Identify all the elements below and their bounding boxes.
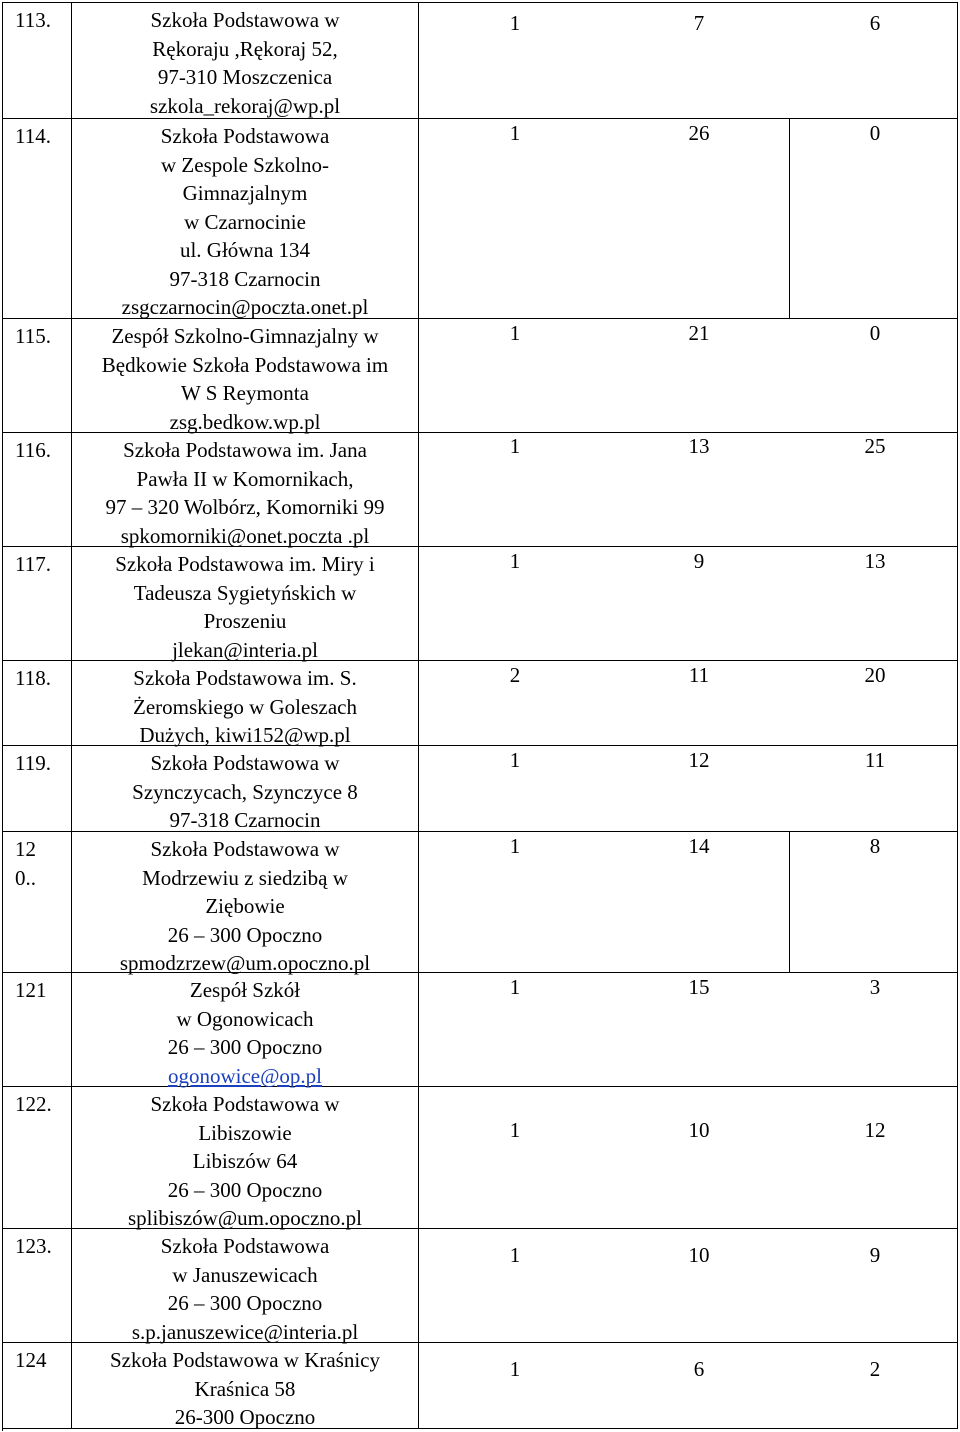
table-row	[3, 433, 958, 547]
school-address-line: w Czarnocinie	[184, 209, 306, 234]
value-2: 6	[693, 1357, 705, 1381]
row-number: 117.	[15, 552, 51, 576]
school-name-cell	[72, 1229, 419, 1343]
row-number: 119.	[15, 751, 51, 775]
value-1: 1	[509, 1357, 521, 1381]
table-row	[3, 1343, 958, 1429]
row-number-cell	[3, 746, 72, 832]
values-cell	[419, 433, 958, 547]
column-divider	[789, 832, 790, 972]
values-cell	[419, 319, 958, 433]
school-address-line: szkola_rekoraj@wp.pl	[149, 93, 341, 118]
table-row	[3, 319, 958, 433]
school-address-line: Szkoła Podstawowa w Kraśnicy	[109, 1348, 381, 1372]
value-1: 1	[509, 434, 521, 458]
values-cell	[419, 661, 958, 746]
school-address-line: splibiszów@um.opoczno.pl	[128, 1206, 362, 1230]
school-address-line: Szynczycach, Szynczyce 8	[132, 779, 358, 804]
values-cell	[419, 832, 958, 973]
school-name-cell	[72, 661, 419, 746]
value-2: 21	[688, 321, 710, 345]
school-address-line: zsgczarnocin@poczta.onet.pl	[121, 295, 369, 319]
value-1: 1	[509, 975, 521, 999]
row-number: 113.	[15, 8, 51, 32]
value-2: 7	[693, 11, 705, 35]
school-name-cell	[72, 1087, 419, 1229]
school-address-line: 97 – 320 Wolbórz, Komorniki 99	[105, 495, 385, 519]
row-number-cell	[3, 1229, 72, 1343]
school-address-line: spkomorniki@onet.poczta .pl	[120, 523, 370, 548]
value-1: 1	[509, 748, 521, 772]
school-address-line: ul. Główna 134	[179, 238, 311, 262]
table-row	[3, 746, 958, 832]
school-address-line: Gimnazjalnym	[182, 181, 308, 205]
row-number: 120..	[15, 837, 36, 890]
school-address-line: w Ogonowicach	[176, 1006, 314, 1031]
school-table	[2, 2, 958, 1431]
table-row	[3, 1087, 958, 1229]
school-address-line: jlekan@interia.pl	[172, 637, 318, 662]
row-number: 121	[15, 978, 47, 1002]
school-name-cell	[72, 119, 419, 319]
row-number-cell	[3, 661, 72, 746]
school-address-line: Szkoła Podstawowa w	[150, 8, 340, 32]
row-number-cell	[3, 832, 72, 973]
school-address-line: Żeromskiego w Goleszach	[133, 694, 357, 719]
values-cell	[419, 547, 958, 661]
school-address-line: 97-318 Czarnocin	[169, 808, 321, 832]
school-address-line: 97-310 Moszczenica	[157, 65, 333, 89]
value-1: 1	[509, 11, 521, 35]
table-row	[3, 832, 958, 973]
value-1: 1	[509, 1243, 521, 1267]
value-2: 11	[688, 663, 710, 687]
value-3: 0	[869, 321, 881, 345]
school-address-line: Szkoła Podstawowa	[160, 1234, 330, 1258]
row-number: 123.	[15, 1234, 52, 1258]
school-address-line: Szkoła Podstawowa im. Jana	[123, 438, 367, 462]
school-address-line: spmodzrzew@um.opoczno.pl	[119, 951, 371, 975]
value-3: 12	[864, 1118, 886, 1142]
table-row	[3, 1229, 958, 1343]
school-address-line: Libiszów 64	[192, 1149, 298, 1173]
row-number-cell	[3, 3, 72, 119]
school-name-cell	[72, 1343, 419, 1429]
row-number-cell	[3, 547, 72, 661]
school-address-line: Szkoła Podstawowa w	[150, 1092, 340, 1116]
school-address-line: 26-300 Opoczno	[174, 1405, 316, 1429]
row-number: 124	[15, 1348, 47, 1372]
school-address-line: 26 – 300 Opoczno	[167, 1291, 323, 1315]
value-3: 13	[864, 549, 886, 573]
row-number-cell	[3, 433, 72, 547]
school-address-line: Ziębowie	[205, 894, 285, 918]
school-address-line: Szkoła Podstawowa im. S.	[133, 666, 357, 690]
value-1: 2	[509, 663, 521, 687]
value-2: 10	[688, 1243, 710, 1267]
school-name-cell	[72, 832, 419, 973]
value-2: 10	[688, 1118, 710, 1142]
row-number-cell	[3, 119, 72, 319]
value-3: 20	[864, 663, 886, 687]
school-name-cell	[72, 3, 419, 119]
value-2: 12	[688, 748, 710, 772]
school-address-line: Dużych, kiwi152@wp.pl	[139, 723, 351, 747]
school-address-line: w Zespole Szkolno-	[161, 152, 329, 177]
school-address-line: Zespół Szkół	[189, 978, 301, 1002]
school-address-line: Szkoła Podstawowa w	[150, 751, 340, 775]
table-row	[3, 547, 958, 661]
school-address-line: W S Reymonta	[181, 381, 309, 405]
value-1: 1	[509, 834, 521, 858]
value-3: 3	[869, 975, 881, 999]
school-address-line: Modrzewiu z siedzibą w	[142, 865, 348, 890]
row-number: 116.	[15, 438, 51, 462]
school-address-line: Rękoraju ,Rękoraj 52,	[152, 36, 338, 61]
value-3: 25	[864, 434, 886, 458]
row-number: 122.	[15, 1092, 52, 1116]
values-cell	[419, 973, 958, 1087]
school-address-line: 97-318 Czarnocin	[169, 266, 321, 291]
table-row	[3, 661, 958, 746]
values-cell	[419, 1229, 958, 1343]
school-address-line: Będkowie Szkoła Podstawowa im	[101, 352, 389, 377]
row-number: 114.	[15, 124, 51, 148]
value-3: 9	[869, 1243, 881, 1267]
value-2: 14	[688, 834, 710, 858]
school-address-line: Libiszowie	[198, 1120, 292, 1145]
school-address-line: s.p.januszewice@interia.pl	[131, 1319, 359, 1344]
row-number: 115.	[15, 324, 51, 348]
email-link[interactable]: ogonowice@op.pl	[167, 1063, 323, 1088]
value-1: 1	[509, 121, 521, 145]
school-name-cell	[72, 746, 419, 832]
school-address-line: Proszeniu	[203, 609, 287, 633]
table-row	[3, 3, 958, 119]
value-1: 1	[509, 1118, 521, 1142]
value-1: 1	[509, 321, 521, 345]
values-cell	[419, 119, 958, 319]
row-number-cell	[3, 1087, 72, 1229]
column-divider	[789, 119, 790, 318]
school-name-cell	[72, 433, 419, 547]
value-1: 1	[509, 549, 521, 573]
school-address-line: zsg.bedkow.wp.pl	[169, 409, 321, 434]
row-number-cell	[3, 1343, 72, 1429]
school-name-cell	[72, 319, 419, 433]
values-cell	[419, 1087, 958, 1229]
row-number-cell	[3, 319, 72, 433]
value-2: 9	[693, 549, 705, 573]
table-row	[3, 119, 958, 319]
school-address-line: Szkoła Podstawowa w	[150, 837, 340, 861]
row-number-cell	[3, 973, 72, 1087]
school-address-line: Kraśnica 58	[194, 1376, 296, 1401]
school-name-cell	[72, 973, 419, 1087]
value-3: 11	[864, 748, 886, 772]
school-address-line: 26 – 300 Opoczno	[167, 1035, 323, 1059]
row-number: 118.	[15, 666, 51, 690]
value-3: 8	[869, 834, 881, 858]
values-cell	[419, 1343, 958, 1429]
school-address-line: 26 – 300 Opoczno	[167, 922, 323, 947]
school-address-line: Szkoła Podstawowa im. Miry i	[115, 552, 375, 576]
value-3: 0	[869, 121, 881, 145]
school-address-line: Szkoła Podstawowa	[160, 124, 330, 148]
value-2: 13	[688, 434, 710, 458]
school-address-line: 26 – 300 Opoczno	[167, 1177, 323, 1202]
school-name-cell	[72, 547, 419, 661]
values-cell	[419, 746, 958, 832]
value-3: 2	[869, 1357, 881, 1381]
school-address-line: w Januszewicach	[172, 1262, 318, 1287]
school-address-line: Tadeusza Sygietyńskich w	[133, 580, 357, 605]
values-cell	[419, 3, 958, 119]
value-3: 6	[869, 11, 881, 35]
school-address-line: Pawła II w Komornikach,	[136, 466, 354, 491]
value-2: 15	[688, 975, 710, 999]
school-address-line: Zespół Szkolno-Gimnazjalny w	[111, 324, 379, 348]
table-row	[3, 973, 958, 1087]
value-2: 26	[688, 121, 710, 145]
